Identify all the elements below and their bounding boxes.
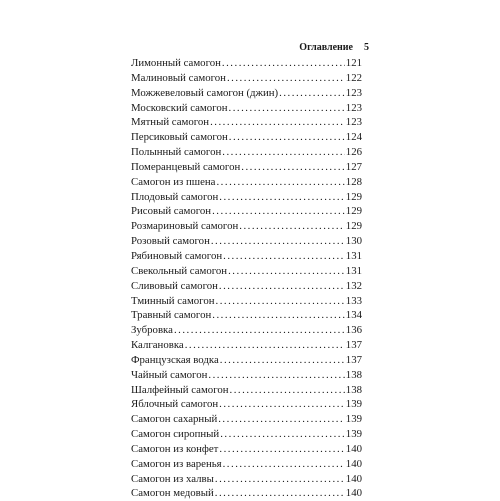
- toc-entry: [131, 294, 362, 309]
- toc-entry-title: Можжевеловый самогон (джин): [131, 86, 279, 99]
- toc-leader: [216, 294, 345, 309]
- toc-leader: [223, 249, 345, 264]
- toc-entry-title: Самогон из конфет: [131, 442, 219, 455]
- table-of-contents: [131, 56, 362, 501]
- toc-entry-page: 134: [345, 309, 362, 322]
- toc-entry-page: 140: [345, 487, 362, 500]
- toc-entry-title: Шалфейный самогон: [131, 383, 229, 396]
- toc-entry-page: 128: [345, 175, 362, 188]
- toc-entry-title: Лимонный самогон: [131, 57, 221, 69]
- toc-entry-title: Травный самогон: [131, 309, 212, 322]
- toc-entry-title: Французская водка: [131, 353, 219, 366]
- toc-leader: [219, 190, 345, 205]
- toc-entry-title: Тминный самогон: [131, 294, 215, 307]
- toc-entry-page: 139: [345, 413, 362, 426]
- toc-entry: [131, 234, 362, 249]
- toc-leader: [211, 234, 345, 249]
- toc-leader: [219, 397, 345, 412]
- toc-entry-page: 122: [345, 71, 362, 84]
- toc-entry-page: 136: [345, 324, 362, 337]
- toc-entry: [131, 472, 362, 487]
- toc-entry: [131, 486, 362, 501]
- toc-entry-title: Калгановка: [131, 339, 184, 352]
- toc-entry-title: Розмариновый самогон: [131, 220, 239, 233]
- toc-entry-title: Яблочный самогон: [131, 398, 219, 411]
- toc-entry: [131, 427, 362, 442]
- toc-entry-page: 132: [345, 279, 362, 292]
- toc-entry-page: 124: [345, 131, 362, 144]
- toc-entry-title: Самогон из варенья: [131, 457, 222, 470]
- toc-entry-page: 123: [345, 101, 362, 114]
- toc-entry: [131, 338, 362, 353]
- toc-entry-page: 133: [345, 294, 362, 307]
- toc-entry-title: Полынный самогон: [131, 146, 222, 159]
- toc-entry-page: 129: [345, 190, 362, 203]
- toc-entry: [131, 190, 362, 205]
- toc-entry: [131, 442, 362, 457]
- toc-leader: [222, 56, 345, 71]
- toc-entry: [131, 204, 362, 219]
- toc-entry: [131, 264, 362, 279]
- toc-entry-title: Рисовый самогон: [131, 205, 212, 218]
- toc-leader: [220, 353, 345, 368]
- toc-entry-page: 121: [345, 57, 362, 69]
- toc-entry-page: 138: [345, 383, 362, 396]
- toc-entry: [131, 412, 362, 427]
- toc-entry-page: 123: [345, 116, 362, 129]
- toc-entry-title: Самогон сиропный: [131, 428, 220, 441]
- toc-entry: [131, 457, 362, 472]
- toc-entry-title: Самогон из пшена: [131, 175, 216, 188]
- toc-leader: [228, 264, 345, 279]
- toc-leader: [227, 71, 345, 86]
- toc-leader: [223, 457, 345, 472]
- toc-entry-title: Розовый самогон: [131, 235, 210, 248]
- toc-entry-title: Плодовый самогон: [131, 190, 219, 203]
- toc-entry: [131, 323, 362, 338]
- toc-entry: [131, 145, 362, 160]
- toc-leader: [216, 175, 344, 190]
- toc-leader: [218, 412, 345, 427]
- toc-entry-title: Персиковый самогон: [131, 131, 228, 144]
- toc-entry-page: 138: [345, 368, 362, 381]
- toc-leader: [229, 130, 345, 145]
- toc-leader: [241, 160, 345, 175]
- toc-leader: [210, 115, 345, 130]
- toc-entry-page: 140: [345, 457, 362, 470]
- toc-entry: [131, 115, 362, 130]
- toc-entry: [131, 160, 362, 175]
- toc-leader: [239, 219, 345, 234]
- toc-entry-title: Померанцевый самогон: [131, 160, 241, 173]
- toc-entry-page: 127: [345, 160, 362, 173]
- toc-entry: [131, 219, 362, 234]
- toc-entry: [131, 130, 362, 145]
- toc-entry-page: 126: [345, 146, 362, 159]
- toc-entry: [131, 279, 362, 294]
- toc-entry: [131, 353, 362, 368]
- toc-entry-title: Московский самогон: [131, 101, 228, 114]
- toc-entry: [131, 86, 362, 101]
- toc-leader: [219, 279, 345, 294]
- toc-entry-page: 140: [345, 442, 362, 455]
- toc-entry-title: Самогон из халвы: [131, 472, 214, 485]
- toc-leader: [212, 308, 345, 323]
- toc-entry-title: Малиновый самогон: [131, 71, 226, 84]
- toc-leader: [219, 442, 344, 457]
- toc-entry-page: 139: [345, 398, 362, 411]
- toc-entry: [131, 56, 362, 71]
- toc-entry-title: Сливовый самогон: [131, 279, 218, 292]
- running-header: [299, 42, 369, 53]
- toc-entry: [131, 175, 362, 190]
- toc-entry-page: 129: [345, 205, 362, 218]
- toc-entry-page: 131: [345, 249, 362, 262]
- toc-entry-page: 130: [345, 235, 362, 248]
- toc-entry-page: 123: [345, 86, 362, 99]
- toc-leader: [229, 101, 345, 116]
- toc-entry: [131, 368, 362, 383]
- toc-leader: [174, 323, 345, 338]
- toc-entry-page: 129: [345, 220, 362, 233]
- section-title: Оглавление: [299, 42, 353, 53]
- toc-leader: [279, 86, 345, 101]
- toc-entry-title: Чайный самогон: [131, 368, 208, 381]
- toc-leader: [215, 486, 345, 501]
- toc-entry-page: 131: [345, 264, 362, 277]
- toc-leader: [208, 368, 344, 383]
- toc-entry-title: Свекольный самогон: [131, 264, 228, 277]
- toc-entry-title: Самогон сахарный: [131, 413, 218, 426]
- toc-entry-title: Мятный самогон: [131, 116, 210, 129]
- toc-entry: [131, 71, 362, 86]
- toc-entry-title: Самогон медовый: [131, 487, 214, 500]
- page-number: 5: [364, 42, 369, 53]
- toc-entry: [131, 308, 362, 323]
- toc-entry: [131, 383, 362, 398]
- toc-leader: [215, 472, 345, 487]
- toc-entry: [131, 397, 362, 412]
- toc-entry: [131, 249, 362, 264]
- toc-entry-page: 140: [345, 472, 362, 485]
- toc-entry: [131, 101, 362, 116]
- toc-leader: [220, 427, 345, 442]
- toc-entry-page: 139: [345, 428, 362, 441]
- toc-entry-page: 137: [345, 353, 362, 366]
- toc-leader: [222, 145, 345, 160]
- toc-leader: [212, 204, 345, 219]
- toc-entry-title: Рябиновый самогон: [131, 249, 223, 262]
- toc-entry-page: 137: [345, 339, 362, 352]
- toc-leader: [230, 383, 345, 398]
- toc-leader: [185, 338, 345, 353]
- toc-entry-title: Зубровка: [131, 324, 173, 337]
